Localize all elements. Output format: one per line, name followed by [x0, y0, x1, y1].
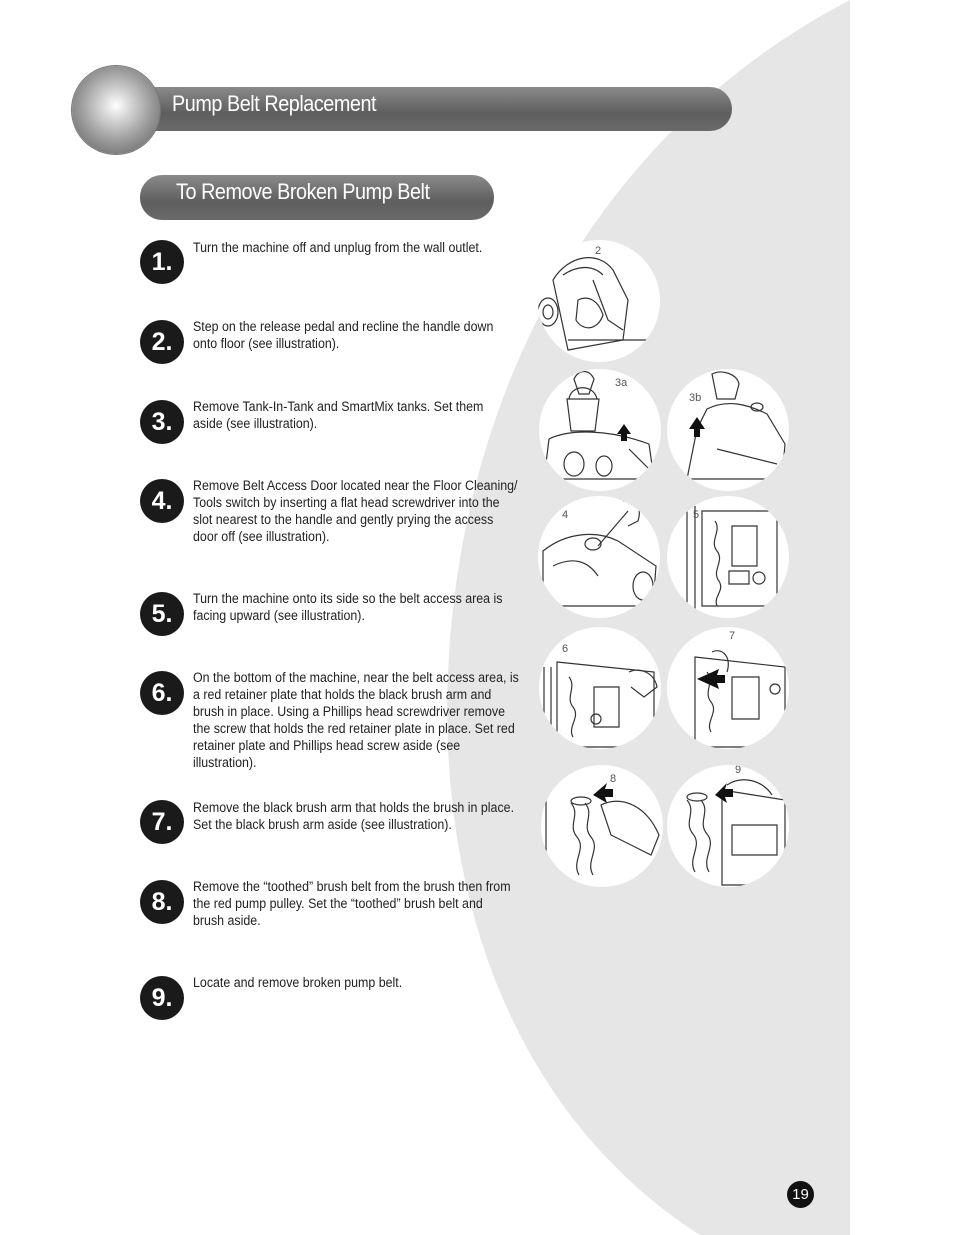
step-text-5: Turn the machine onto its side so the belt access area is facing upward (see illustration). — [193, 591, 503, 623]
step-number-3: 3. — [140, 400, 184, 444]
illustration-label: 3a — [615, 377, 628, 389]
illustration-label: 6 — [562, 643, 569, 655]
step-number-8: 8. — [140, 880, 184, 924]
illustration-7 — [667, 627, 789, 749]
step-text-1: Turn the machine off and unplug from the wall outlet. — [193, 240, 483, 255]
step-text-3: Remove Tank-In-Tank and SmartMix tanks. Set them aside (see illustration). — [193, 399, 484, 431]
step-text-6: On the bottom of the machine, near the belt access area, is a red retainer plate that holds the black brush arm and brush in place. Using a Phillips head screwdriver remove the screw that holds the red retainer plate in place. Set red retainer plate and Phillips head screw aside (see illustration). — [193, 670, 519, 770]
section-title: To Remove Broken Pump Belt — [176, 179, 430, 204]
illustration-4 — [538, 496, 660, 618]
step-number-7: 7. — [140, 800, 184, 844]
illustration-label: 7 — [729, 630, 736, 642]
illustration-6 — [539, 627, 661, 749]
retainer-plate-removal-image — [539, 627, 661, 749]
step-number-5: 5. — [140, 592, 184, 636]
illustration-label: 8 — [610, 773, 617, 785]
page-title: Pump Belt Replacement — [172, 91, 377, 116]
access-door-removal-image — [538, 496, 660, 618]
illustration-label: 4 — [562, 509, 569, 521]
step-number-4: 4. — [140, 479, 184, 523]
illustration-label: 2 — [595, 245, 602, 257]
smartmix-removal-image — [667, 369, 789, 491]
step-text-7: Remove the black brush arm that holds the brush in place. Set the black brush arm aside (see illustration). — [193, 800, 515, 832]
step-number-2: 2. — [140, 320, 184, 364]
belt-access-area-image — [667, 496, 789, 618]
step-text-9: Locate and remove broken pump belt. — [193, 975, 403, 990]
illustration-3b — [667, 369, 789, 491]
header-sphere-icon — [72, 66, 160, 154]
pump-belt-removal-image — [667, 765, 789, 887]
step-text-2: Step on the release pedal and recline the handle down onto floor (see illustration). — [193, 319, 494, 351]
illustration-3a — [539, 369, 661, 491]
illustration-label: 3b — [689, 392, 702, 404]
illustration-label: 9 — [735, 765, 742, 776]
step-number-6: 6. — [140, 671, 184, 715]
brush-arm-removal-image — [667, 627, 789, 749]
tank-removal-image — [539, 369, 661, 491]
toothed-belt-removal-image — [541, 765, 663, 887]
illustration-8 — [541, 765, 663, 887]
step-number-9: 9. — [140, 976, 184, 1020]
step-text-8: Remove the “toothed” brush belt from the brush then from the red pump pulley. Set the “toothed” brush belt and brush aside. — [193, 879, 511, 928]
illustration-2 — [538, 240, 660, 362]
step-text-4: Remove Belt Access Door located near the Floor Cleaning/ Tools switch by inserting a flat head screwdriver into the slot nearest to the handle and gently prying the access door off (see illustration). — [193, 478, 518, 544]
illustration-label: 5 — [693, 509, 700, 521]
right-margin — [850, 0, 954, 1235]
illustration-5 — [667, 496, 789, 618]
step-number-1: 1. — [140, 240, 184, 284]
machine-reclined-image — [538, 240, 660, 362]
illustration-9 — [667, 765, 789, 887]
page-number: 19 — [787, 1181, 814, 1208]
